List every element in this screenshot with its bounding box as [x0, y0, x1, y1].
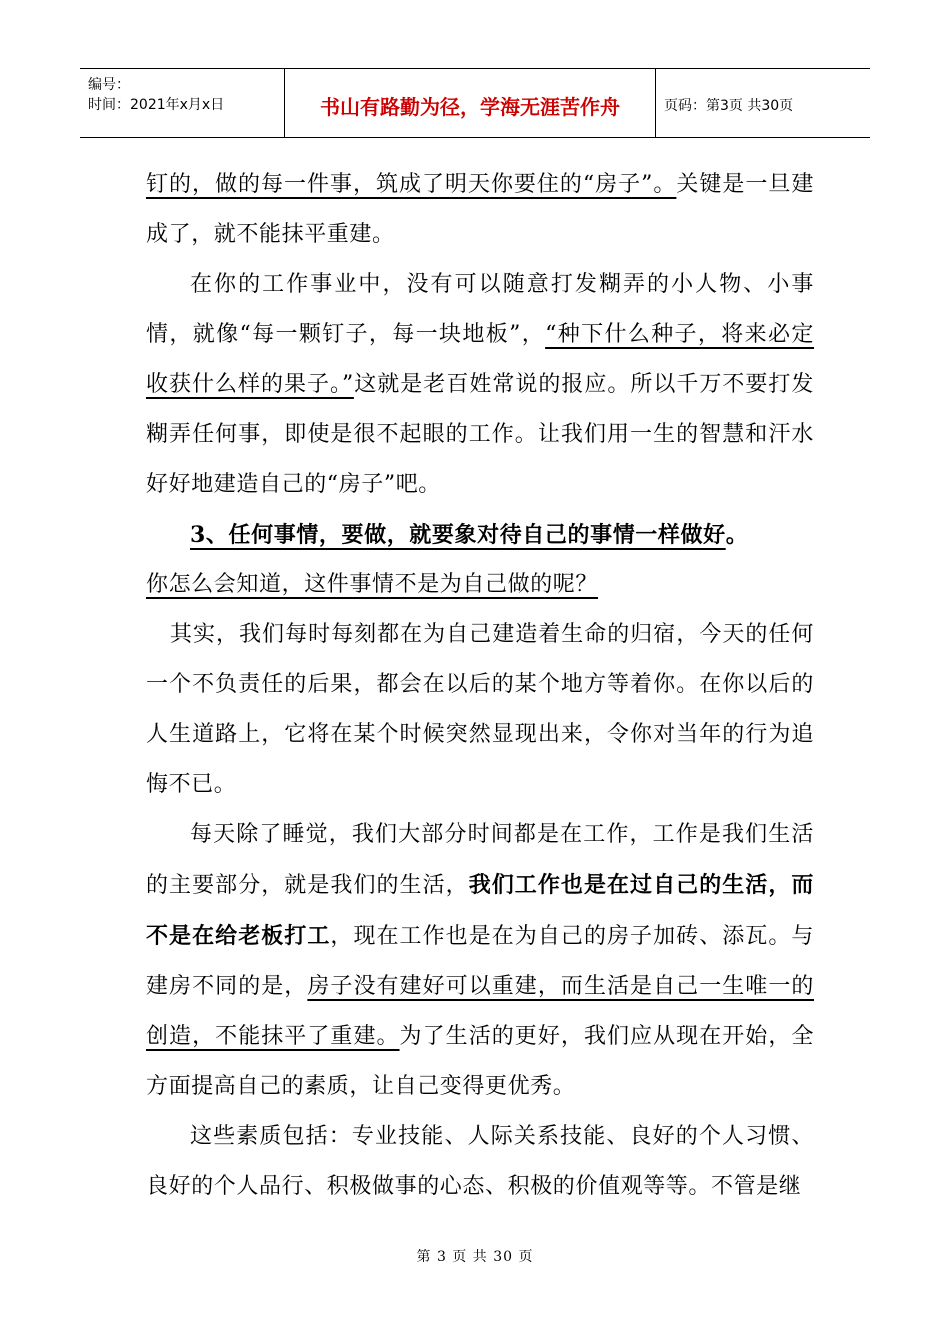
- paragraph-2: [146, 260, 814, 510]
- paragraph-1-underlined: 钉的，做的每一件事，筑成了明天你要住的“房子”。: [146, 172, 677, 197]
- document-number: 编号：: [88, 77, 130, 93]
- page-header: [80, 68, 870, 138]
- paragraph-4-end: 为了生活的更好，我们应从现在开始，全方面提高自己的素质，让自己变得更优秀。: [146, 1024, 814, 1099]
- section-heading-punct: 。: [725, 522, 749, 548]
- document-body: [146, 160, 814, 1212]
- paragraph-4-middle: ，现在工作也是在为自己的房子加砖、添瓦。与建房不同的是，: [146, 924, 814, 999]
- paragraph-4-start: 每天除了睡觉，我们大部分时间都是在工作，工作是我们生活的主要部分，就是我们的生活，: [146, 822, 814, 898]
- section-heading-text: 3、任何事情，要做，就要象对待自己的事情一样做好: [190, 522, 726, 548]
- paragraph-4: [146, 810, 814, 1112]
- paragraph-1: [146, 160, 814, 260]
- document-time: 时间：2021年x月x日: [88, 97, 225, 113]
- header-meta: [88, 75, 284, 115]
- header-motto-cell: [284, 69, 656, 137]
- question-text: 你怎么会知道，这件事情不是为自己做的呢？: [146, 572, 599, 597]
- paragraph-2-underlined-quote: “种下什么种子，将来必定收获什么样的果子。”: [146, 322, 814, 397]
- header-motto: 书山有路勤为径，学海无涯苦作舟: [320, 94, 620, 119]
- paragraph-2-start: 在你的工作事业中，没有可以随意打发糊弄的小人物、小事情，就像“每一颗钉子，每一块地板”，: [146, 272, 814, 347]
- section-heading: [146, 510, 814, 560]
- header-page-info: 页码：第3页 共30页: [664, 98, 794, 114]
- paragraph-3: 其实，我们每时每刻都在为自己建造着生命的归宿，今天的任何一个不负责任的后果，都会在以后的某个地方等着你。在你以后的人生道路上，它将在某个时候突然显现出来，令你对当年的行为追悔不已。: [146, 622, 814, 797]
- question-line: [146, 560, 814, 610]
- page-footer: 第 3 页 共 30 页: [416, 1249, 534, 1265]
- paragraph-5: 这些素质包括：专业技能、人际关系技能、良好的个人习惯、良好的个人品行、积极做事的心态、积极的价值观等等。不管是继: [146, 1124, 814, 1199]
- paragraph-2-end: 这就是老百姓常说的报应。所以千万不要打发糊弄任何事，即使是很不起眼的工作。让我们用一生的智慧和汗水好好地建造自己的“房子”吧。: [146, 372, 814, 497]
- paragraph-4-bold: 我们工作也是在过自己的生活，而不是在给老板打工: [146, 872, 814, 949]
- paragraph-1-rest: 关键是一旦建成了，就不能抹平重建。: [146, 172, 814, 247]
- paragraph-4-underlined: 房子没有建好可以重建，而生活是自己一生唯一的创造，不能抹平了重建。: [146, 974, 815, 1049]
